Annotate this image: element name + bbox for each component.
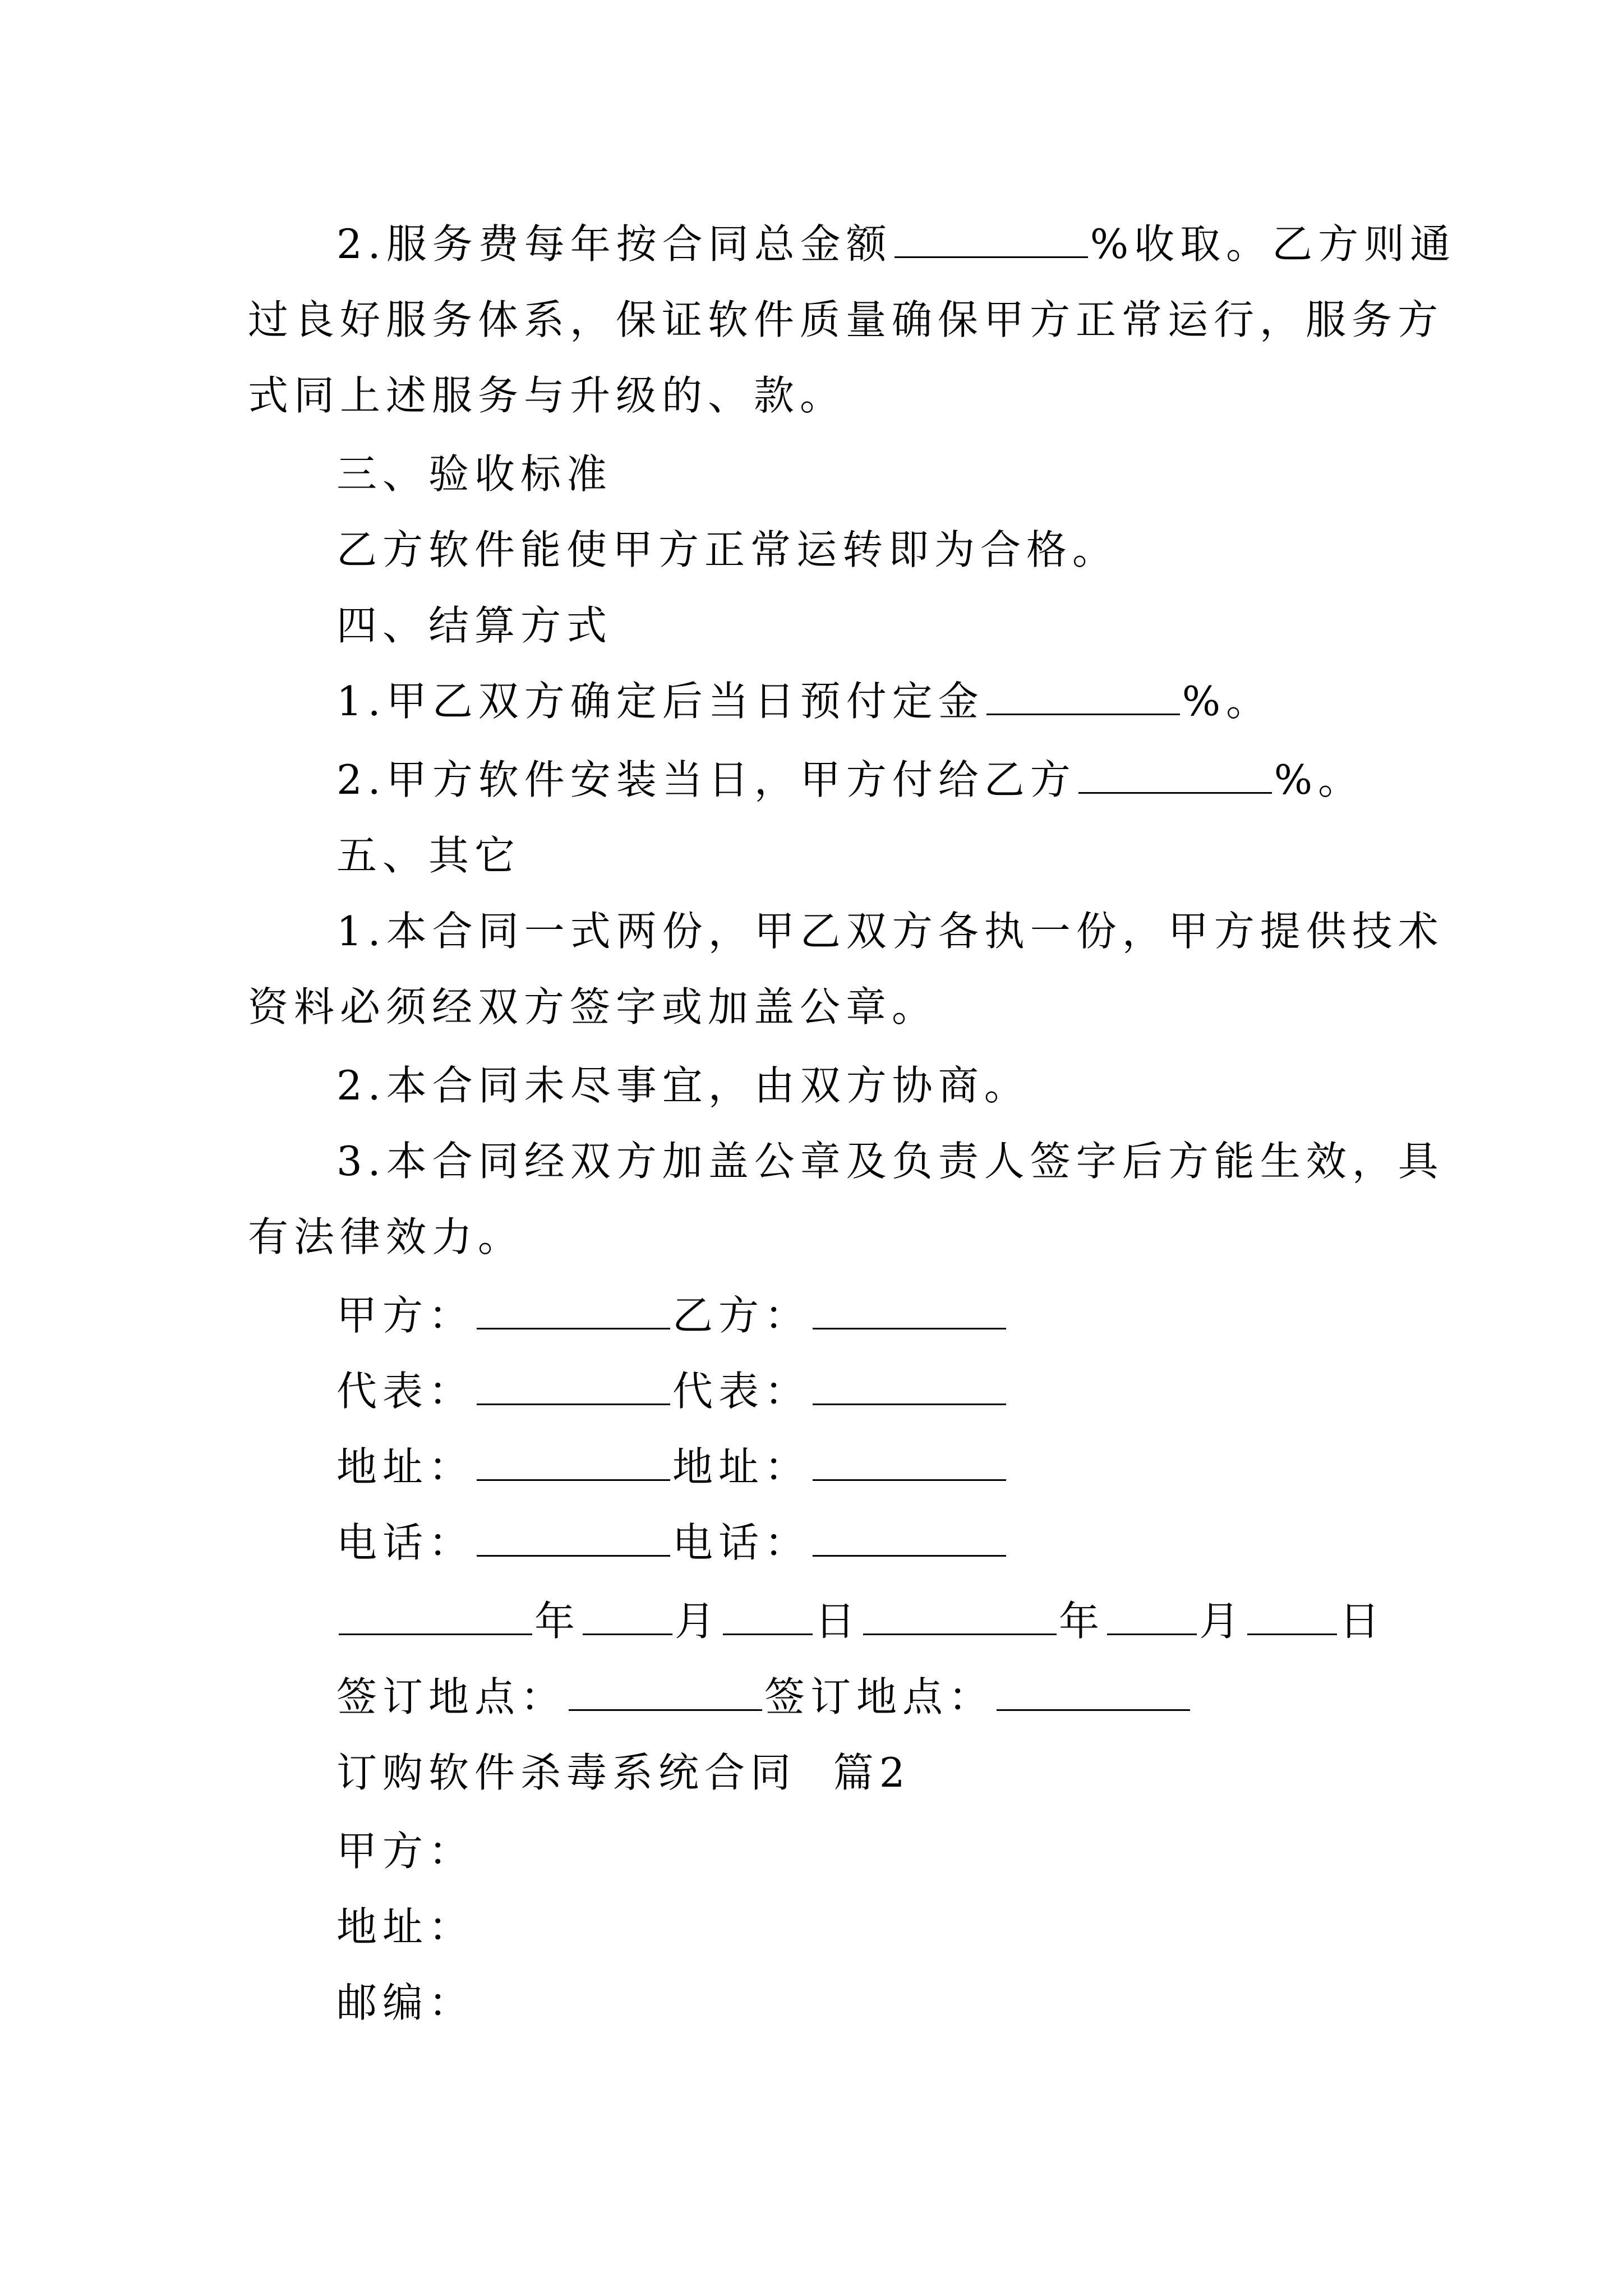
section-3-heading: 三、验收标准	[336, 450, 613, 498]
section-5-item-1-line-2: 资料必须经双方签字或加盖公章。	[248, 983, 938, 1030]
blank-line	[895, 217, 1088, 258]
year-b-label: 年	[1059, 1598, 1105, 1645]
clause-2-line-2: 过良好服务体系，保证软件质量确保甲方正常运行，服务方	[248, 296, 1444, 343]
year-a-label: 年	[534, 1598, 581, 1645]
section-4-item-2	[336, 752, 1381, 808]
section-4-item-1	[336, 673, 1381, 729]
phone-b-blank	[813, 1516, 1006, 1557]
clause-2-text-end: %收取。乙方则通	[1090, 220, 1456, 268]
section-4-item-2-suffix: %。	[1274, 756, 1364, 803]
party-a-label: 甲方：	[336, 1292, 475, 1339]
address-a-label: 地址：	[336, 1443, 475, 1490]
section-4-item-1-text: 1.甲乙双方确定后当日预付定金	[336, 678, 984, 725]
rep-a-label: 代表：	[336, 1368, 475, 1415]
phone-b-label: 电话：	[672, 1519, 811, 1566]
section-5-item-2: 2.本合同未尽事宜，由双方协商。	[336, 1062, 1030, 1109]
year-b-blank	[863, 1594, 1057, 1635]
signature-place-row	[336, 1669, 1381, 1725]
section-5-item-1-line-1: 1.本合同一式两份，甲乙双方各执一份，甲方提供技术	[336, 908, 1444, 955]
signature-date-row	[336, 1593, 1386, 1649]
clause-2-line-1	[336, 216, 1456, 272]
signature-phone-row	[336, 1515, 1381, 1571]
phone-a-blank	[477, 1516, 670, 1557]
section-4-heading: 四、结算方式	[336, 602, 613, 649]
month-b-blank	[1107, 1594, 1197, 1635]
clause-2-text: 2.服务费每年按合同总金额	[336, 220, 892, 268]
place-a-blank	[569, 1670, 762, 1711]
phone-a-label: 电话：	[336, 1519, 475, 1566]
section-3-text: 乙方软件能使甲方正常运转即为合格。	[336, 526, 1119, 573]
party-a-blank	[477, 1289, 670, 1329]
rep-b-blank	[813, 1364, 1006, 1405]
blank-line	[1078, 753, 1272, 794]
address-a-blank	[477, 1440, 670, 1481]
section-4-item-2-text: 2.甲方软件安装当日，甲方付给乙方	[336, 756, 1076, 803]
part-2-party-a: 甲方：	[336, 1828, 475, 1875]
day-b-blank	[1247, 1594, 1337, 1635]
clause-2-line-3: 式同上述服务与升级的、款。	[248, 372, 846, 419]
year-a-blank	[339, 1594, 532, 1635]
signature-address-row	[336, 1439, 1381, 1495]
address-b-blank	[813, 1440, 1006, 1481]
blank-line	[986, 674, 1180, 715]
section-5-item-3-line-2: 有法律效力。	[248, 1213, 524, 1260]
party-b-label: 乙方：	[672, 1292, 811, 1339]
section-5-heading: 五、其它	[336, 832, 521, 879]
signature-party-row	[336, 1287, 1381, 1343]
section-5-item-3-line-1: 3.本合同经双方加盖公章及负责人签字后方能生效，具	[336, 1138, 1444, 1185]
signature-rep-row	[336, 1363, 1381, 1419]
month-a-label: 月	[675, 1598, 721, 1645]
day-b-label: 日	[1339, 1598, 1386, 1645]
month-a-blank	[583, 1594, 672, 1635]
place-b-blank	[997, 1670, 1190, 1711]
part-2-postcode: 邮编：	[336, 1979, 475, 2026]
rep-a-blank	[477, 1364, 670, 1405]
day-a-label: 日	[815, 1598, 861, 1645]
party-b-blank	[813, 1289, 1006, 1329]
place-b-label: 签订地点：	[764, 1673, 995, 1720]
rep-b-label: 代表：	[672, 1368, 811, 1415]
part-2-title: 订购软件杀毒系统合同 篇2	[336, 1749, 911, 1796]
day-a-blank	[723, 1594, 813, 1635]
section-4-item-1-suffix: %。	[1182, 678, 1272, 725]
place-a-label: 签订地点：	[336, 1673, 567, 1720]
month-b-label: 月	[1199, 1598, 1246, 1645]
address-b-label: 地址：	[672, 1443, 811, 1490]
part-2-address: 地址：	[336, 1903, 475, 1950]
